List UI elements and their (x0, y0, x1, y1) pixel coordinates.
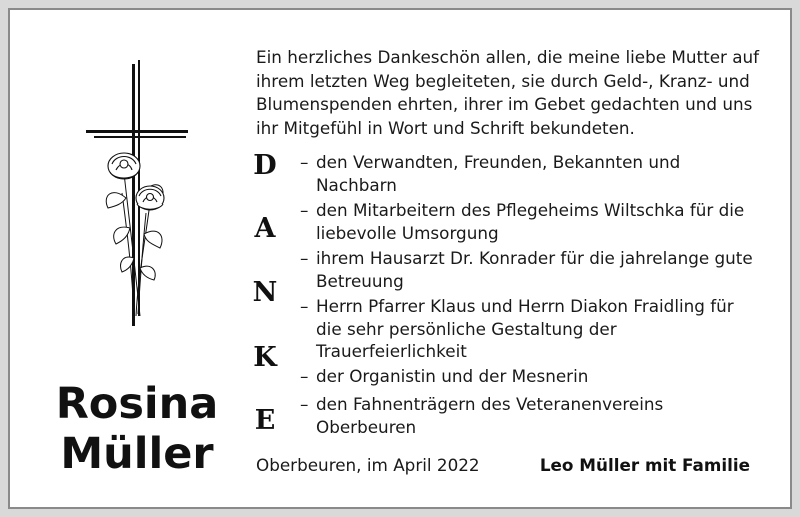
danke-letter-d: D (253, 150, 277, 181)
thanks-entry (300, 393, 760, 438)
entry-dash: – (300, 248, 309, 268)
place-date: Oberbeuren, im April 2022 (256, 455, 480, 475)
obituary-card (8, 8, 792, 509)
intro-text: Ein herzliches Dankeschön allen, die meine liebe Mutter auf ihrem letzten Weg begleiteten, sie durch Geld-, Kranz- und Blumenspenden ehrten, ihrer im Gebet gedachten und uns ihr Mitgefühl in Wort und Schrift bekundeten. (256, 47, 760, 138)
signature: Leo Müller mit Familie (539, 455, 750, 475)
thanks-entry (300, 151, 760, 196)
danke-letter-a: A (254, 213, 276, 244)
entry-dash: – (300, 366, 309, 386)
entry-text: den Fahnenträgern des Veteranenvereins Oberbeuren (316, 394, 664, 437)
entry-dash: – (300, 296, 309, 316)
thanks-entry (300, 247, 760, 292)
entry-text: Herrn Pfarrer Klaus und Herrn Diakon Fraidling für die sehr persönliche Gestaltung der Trauerfeierlichkeit (316, 296, 734, 361)
entry-text: ihrem Hausarzt Dr. Konrader für die jahrelange gute Betreuung (316, 248, 753, 291)
entry-text: den Verwandten, Freunden, Bekannten und Nachbarn (316, 152, 681, 195)
entry-dash: – (300, 152, 309, 172)
entry-dash: – (300, 200, 309, 220)
danke-letter-n: N (252, 277, 278, 308)
entry-dash: – (300, 394, 309, 414)
entry-text: der Organistin und der Mesnerin (316, 366, 589, 386)
cross-with-roses-icon (74, 58, 194, 338)
deceased-first-name: Rosina (55, 379, 219, 429)
deceased-last-name: Müller (60, 429, 214, 479)
thanks-entry (300, 295, 760, 363)
thanks-entry (300, 365, 760, 388)
danke-letter-e: E (254, 405, 276, 436)
entry-text: den Mitarbeitern des Pflegeheims Wiltschka für die liebevolle Umsorgung (316, 200, 745, 243)
danke-letter-k: K (253, 342, 277, 373)
thanks-entry (300, 199, 760, 244)
